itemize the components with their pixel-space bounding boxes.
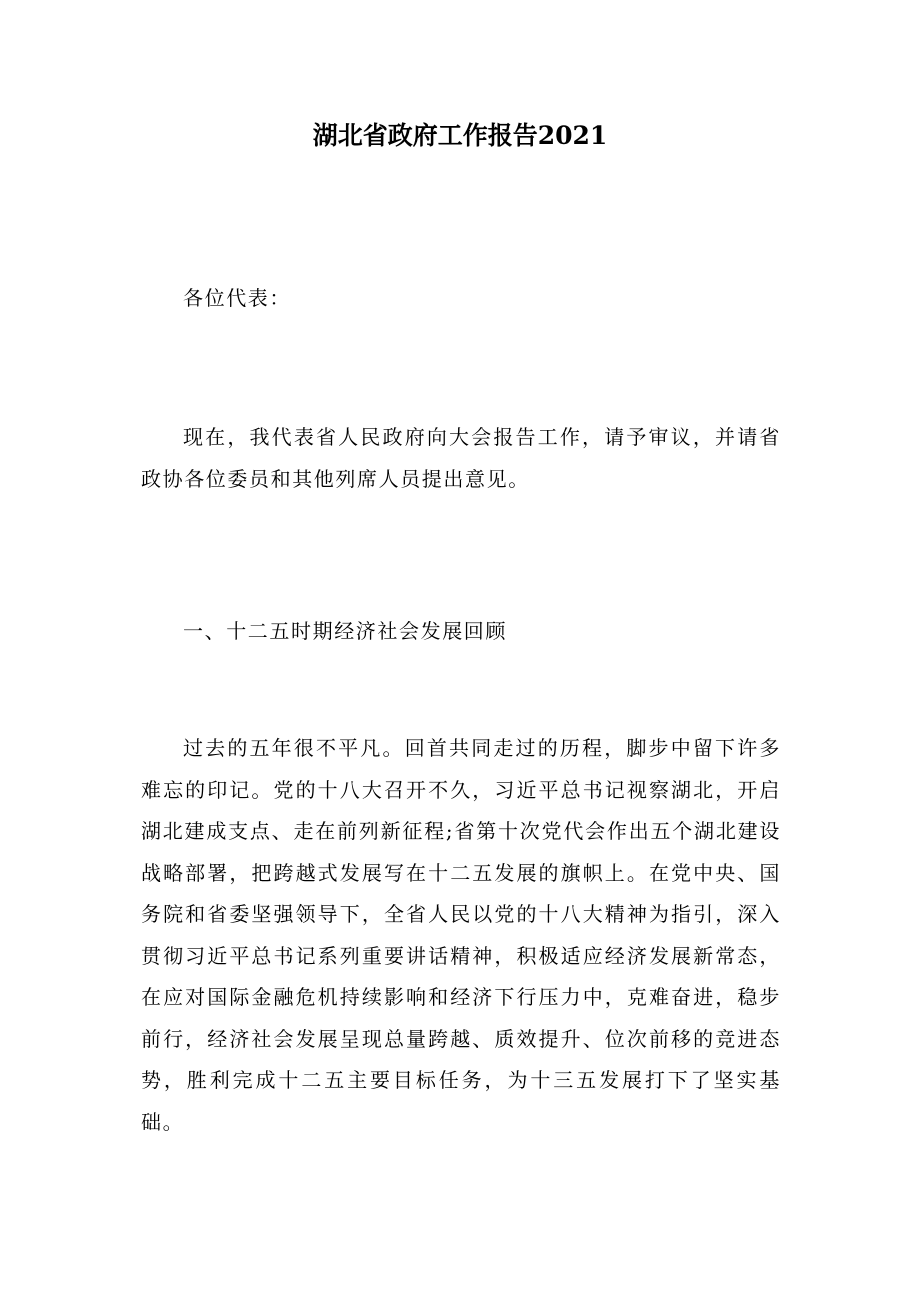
intro-paragraph: 现在，我代表省人民政府向大会报告工作，请予审议，并请省政协各位委员和其他列席人员提出意见。 xyxy=(141,425,781,491)
section-heading: 一、十二五时期经济社会发展回顾 xyxy=(183,619,507,643)
document-title: 湖北省政府工作报告2021 xyxy=(312,121,608,150)
salutation-paragraph: 各位代表： xyxy=(183,286,291,310)
body-paragraph: 过去的五年很不平凡。回首共同走过的历程，脚步中留下许多难忘的印记。党的十八大召开不久，习近平总书记视察湖北，开启湖北建成支点、走在前列新征程;省第十次党代会作出五个湖北建设战略部署，把跨越式发展写在十二五发展的旗帜上。在党中央、国务院和省委坚强领导下，全省人民以党的十八大精神为指引，深入贯彻习近平总书记系列重要讲话精神，积极适应经济发展新常态，在应对国际金融危机持续影响和经济下行压力中，克难奋进，稳步前行，经济社会发展呈现总量跨越、质效提升、位次前移的竞进态势，胜利完成十二五主要目标任务，为十三五发展打下了坚实基础。 xyxy=(141,736,781,1134)
